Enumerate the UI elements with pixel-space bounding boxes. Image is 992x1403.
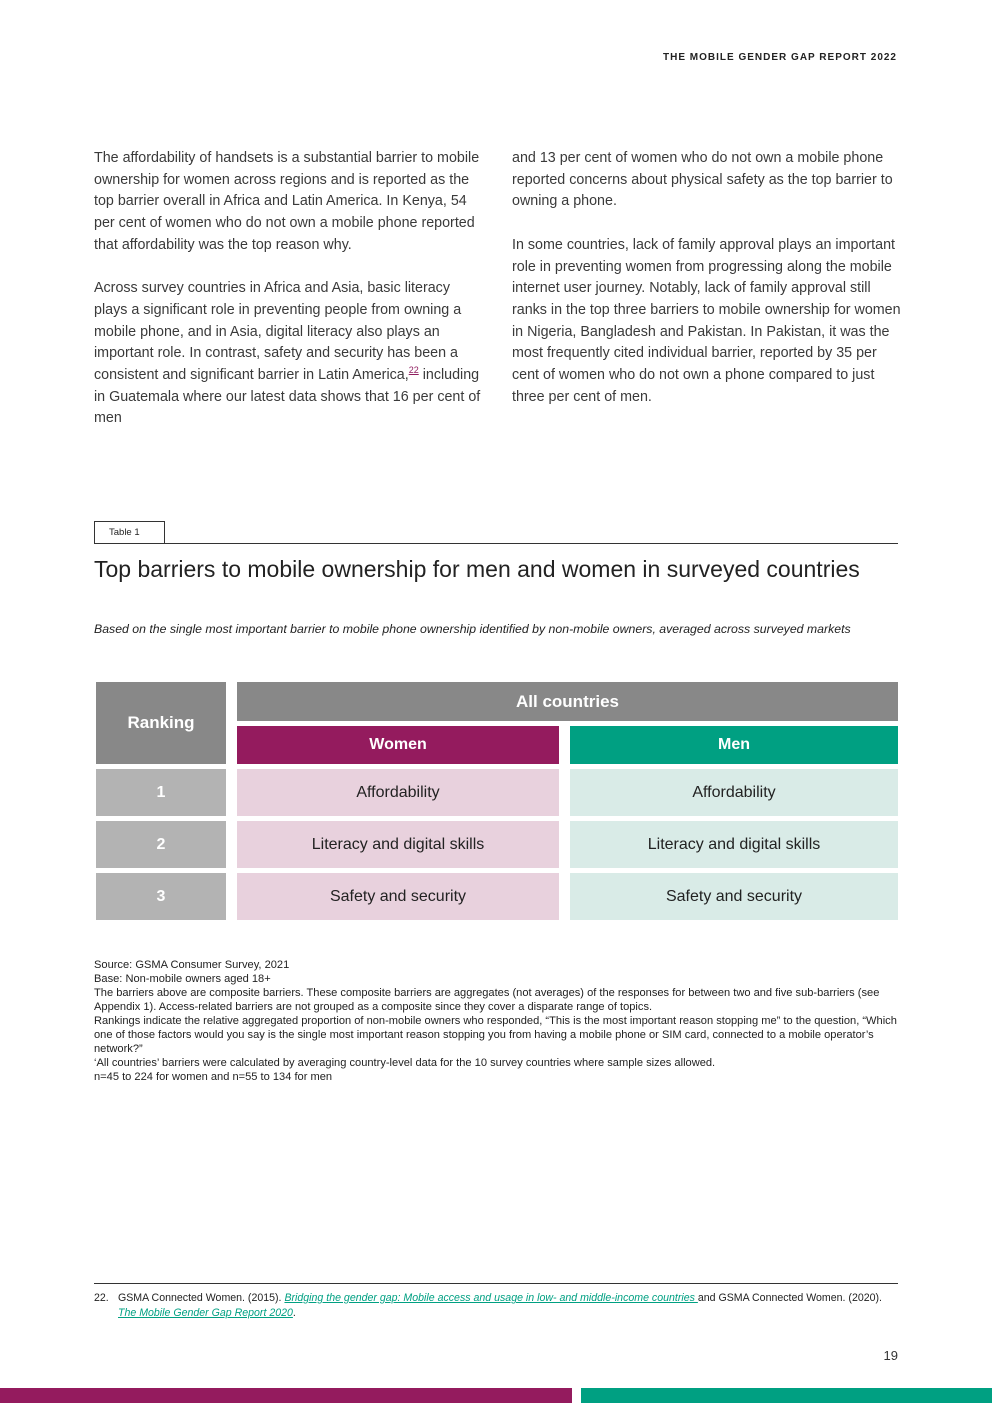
- table-title: Top barriers to mobile ownership for men and women in surveyed countries: [94, 556, 860, 582]
- table-notes: [94, 958, 898, 1084]
- footnote-divider: [94, 1283, 898, 1284]
- rank-cell: 1: [96, 769, 226, 816]
- body-column-left: [94, 148, 482, 452]
- divider: [94, 543, 898, 544]
- men-barrier-cell: Literacy and digital skills: [570, 821, 898, 868]
- paragraph: The affordability of handsets is a substantial barrier to mobile ownership for women across regions and is reported as the top barrier overall in Africa and Latin America. In Kenya, 54 per cent of women who do not own a mobile phone reported that affordability was the top reason why.: [94, 150, 480, 253]
- women-barrier-cell: Literacy and digital skills: [237, 821, 559, 868]
- footnote-text-part: GSMA Connected Women. (2015).: [118, 1292, 285, 1304]
- paragraph: [94, 278, 482, 430]
- all-countries-header: All countries: [237, 682, 898, 721]
- note-line: Rankings indicate the relative aggregated proportion of non-mobile owners who responded, “This is the most important reason stopping me” to the question, “Which one of those factors would you say is the single most important reason stopping you from having a mobile phone or SIM card, connected to a mobile operator’s network?”: [94, 1015, 897, 1055]
- women-barrier-cell: Affordability: [237, 769, 559, 816]
- men-header: Men: [570, 726, 898, 764]
- paragraph-text: including in Guatemala where our latest data shows that 16 per cent of men: [94, 367, 481, 427]
- footer-bar-women: [0, 1388, 572, 1403]
- ranking-header: Ranking: [96, 682, 226, 764]
- men-barrier-cell: Safety and security: [570, 873, 898, 920]
- footnote-text: [118, 1291, 898, 1321]
- table-label: Table 1: [94, 521, 165, 543]
- men-barrier-cell: Affordability: [570, 769, 898, 816]
- note-line: n=45 to 224 for women and n=55 to 134 for men: [94, 1071, 333, 1083]
- footnote-number: 22.: [94, 1292, 109, 1304]
- women-header: Women: [237, 726, 559, 764]
- women-barrier-cell: Safety and security: [237, 873, 559, 920]
- footnote-link-bridging-gender-gap[interactable]: Bridging the gender gap: Mobile access and usage in low- and middle-income countries: [284, 1292, 698, 1304]
- footnote-link-mobile-gender-gap-2020[interactable]: The Mobile Gender Gap Report 2020: [118, 1307, 293, 1319]
- footnote-text-part: and GSMA Connected Women. (2020).: [697, 1292, 882, 1304]
- rank-cell: 3: [96, 873, 226, 920]
- footnote-text-part: .: [292, 1307, 296, 1319]
- note-line: The barriers above are composite barriers. These composite barriers are aggregates (not averages) of the responses for between two and five sub-barriers (see Appendix 1). Access-related barriers are not grouped as a composite since they cover a disparate range of topics.: [94, 987, 880, 1013]
- note-line: Source: GSMA Consumer Survey, 2021: [94, 959, 290, 971]
- body-column-right: [512, 148, 904, 430]
- note-line: Base: Non-mobile owners aged 18+: [94, 973, 271, 985]
- page-number: 19: [883, 1348, 898, 1363]
- footnote: [94, 1291, 898, 1321]
- paragraph: and 13 per cent of women who do not own a mobile phone reported concerns about physical safety as the top barrier to owning a phone.: [512, 150, 893, 210]
- paragraph: In some countries, lack of family approval plays an important role in preventing women from progressing along the mobile internet user journey. Notably, lack of family approval still ranks in the top three barriers to mobile ownership for women in Nigeria, Bangladesh and Pakistan. In Pakistan, it was the most frequently cited individual barrier, reported by 35 per cent of women who do not own a phone compared to just three per cent of men.: [512, 236, 901, 405]
- rank-cell: 2: [96, 821, 226, 868]
- footnote-ref-link[interactable]: 22: [408, 365, 419, 376]
- note-line: ‘All countries’ barriers were calculated by averaging country-level data for the 10 survey countries where sample sizes allowed.: [94, 1057, 716, 1069]
- footer-bar-men: [581, 1388, 992, 1403]
- paragraph-text: Across survey countries in Africa and Asia, basic literacy plays a significant role in preventing people from owning a mobile phone, and in Asia, digital literacy also plays an important role. In contrast, safety and security has been a consistent and significant barrier in Latin America,: [94, 280, 462, 384]
- table-subtitle: Based on the single most important barrier to mobile phone ownership identified by non-mobile owners, averaged across surveyed markets: [94, 622, 851, 636]
- report-header-title: THE MOBILE GENDER GAP REPORT 2022: [663, 52, 897, 63]
